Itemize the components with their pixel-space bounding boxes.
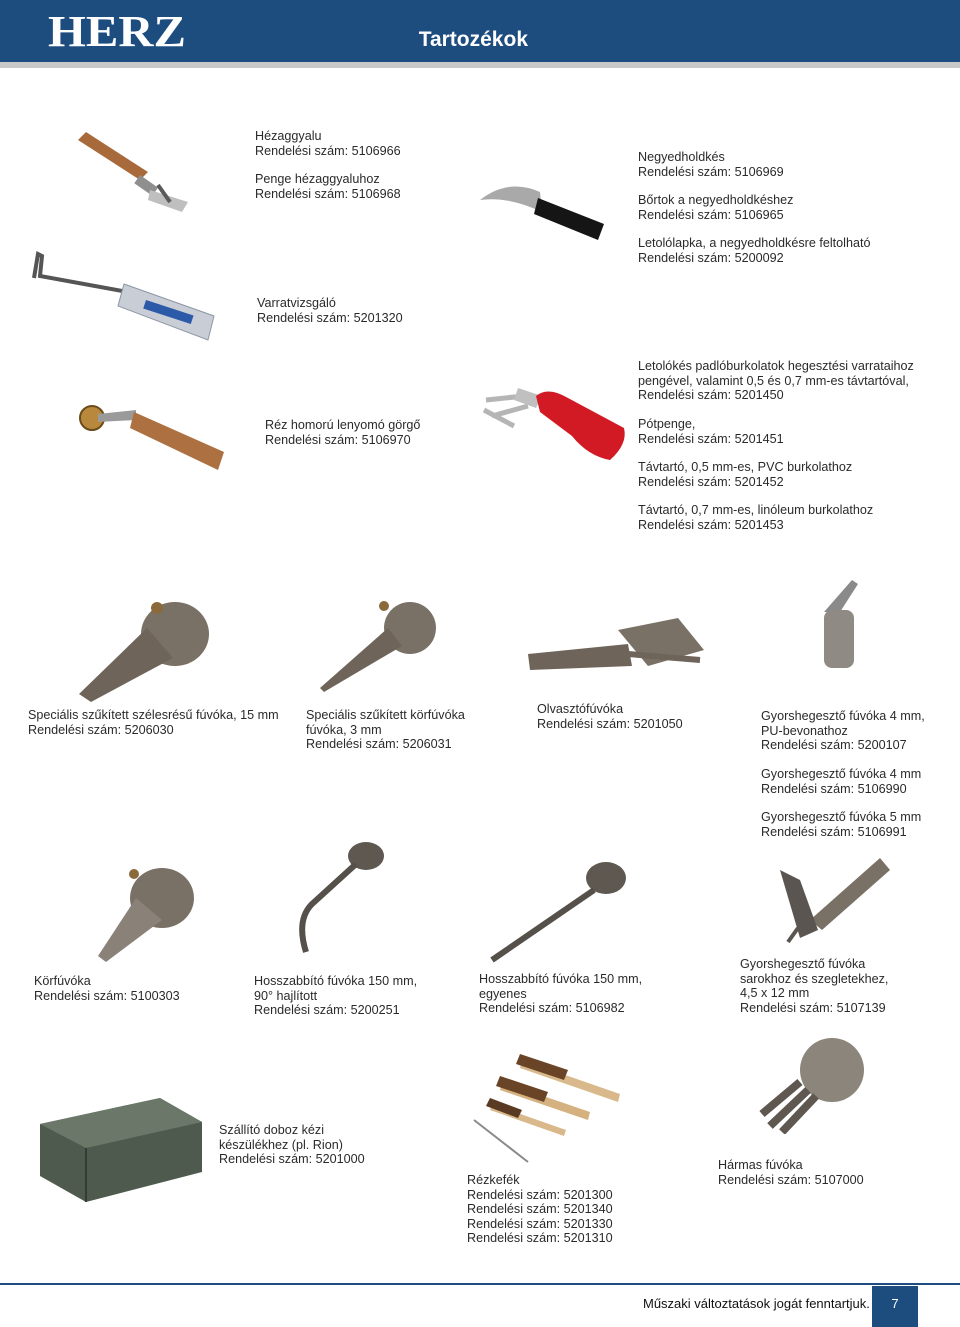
hosszabbito-90-order: Rendelési szám: 5200251 [254,1003,400,1018]
olvasztofuvoka-image [528,610,708,672]
tavtarto-05-text [638,460,852,489]
varratvizsgalo-order: Rendelési szám: 5201320 [257,310,403,325]
szelesresu-fuvoka-text [28,708,279,737]
hezaggyalu-image [70,130,195,215]
harmas-fuvoka-text [718,1158,864,1187]
tavtarto-05-name: Távtartó, 0,5 mm-es, PVC burkolathoz [638,460,853,474]
gyors-sarok-line-2: sarokhoz és szegletekhez, [740,971,889,986]
gyors-sarok-text [740,957,888,1015]
page-number: 7 [872,1286,918,1327]
korfuvoka-order: Rendelési szám: 5100303 [34,988,180,1003]
letololapka-name: Letolólapka, a negyedholdkésre feltolható [638,236,871,250]
gyors-4mm-name: Gyorshegesztő fúvóka 4 mm [761,767,922,781]
hezaggyalu-order: Rendelési szám: 5106966 [255,143,401,158]
hezaggyalu-text [255,129,401,158]
hosszabbito-egyenes-line-1: Hosszabbító fúvóka 150 mm, [479,972,643,986]
letolokes-line-2: pengével, valamint 0,5 és 0,7 mm-es távtartóval, [638,373,909,388]
szallito-doboz-line-1: Szállító doboz kézi [219,1123,325,1137]
gyors-sarok-line-3: 4,5 x 12 mm [740,986,810,1001]
gyors-4mm-text [761,767,921,796]
rezkefek-name: Rézkefék [467,1173,520,1187]
tavtarto-07-name: Távtartó, 0,7 mm-es, linóleum burkolathoz [638,503,874,517]
hosszabbito-egyenes-image [486,856,632,964]
gyors-4mm-order: Rendelési szám: 5106990 [761,781,907,796]
gyors-5mm-order: Rendelési szám: 5106991 [761,824,907,839]
korfuvoka-image [92,862,202,968]
hezaggyalu-name: Hézaggyalu [255,129,322,143]
korfuvoka-3mm-line-1: Speciális szűkített körfúvóka [306,708,465,722]
szallito-doboz-image [36,1094,206,1204]
hosszabbito-90-line-1: Hosszabbító fúvóka 150 mm, [254,974,418,988]
gyors-pu-image [818,578,868,670]
szelesresu-fuvoka-order: Rendelési szám: 5206030 [28,722,174,737]
rezkefek-text [467,1173,613,1246]
gyors-5mm-text [761,810,921,839]
gyors-sarok-line-1: Gyorshegesztő fúvóka [740,957,866,971]
harmas-fuvoka-name: Hármas fúvóka [718,1158,803,1172]
harmas-fuvoka-image [756,1034,868,1134]
tavtarto-07-text [638,503,873,532]
gyors-sarok-order: Rendelési szám: 5107139 [740,1000,886,1015]
rezkefek-order-1: Rendelési szám: 5201300 [467,1187,613,1202]
bortok-name: Bőrtok a negyedholdkéshez [638,193,794,207]
olvasztofuvoka-order: Rendelési szám: 5201050 [537,716,683,731]
page-title: Tartozékok [418,28,528,51]
rezkefek-order-4: Rendelési szám: 5201310 [467,1231,613,1246]
szallito-doboz-line-2: készülékhez (pl. Rion) [219,1137,343,1152]
header-divider [0,62,960,68]
olvasztofuvoka-text [537,702,683,731]
hosszabbito-egyenes-line-2: egyenes [479,986,527,1001]
negyedholdkes-order: Rendelési szám: 5106969 [638,164,784,179]
letololapka-order: Rendelési szám: 5200092 [638,250,784,265]
szelesresu-fuvoka-image [75,598,215,704]
varratvizsgalo-name: Varratvizsgáló [257,296,336,310]
gyors-pu-line-2: PU-bevonathoz [761,723,848,738]
penge-name: Penge hézaggyaluhoz [255,172,380,186]
hosszabbito-90-line-2: 90° hajlított [254,988,318,1003]
rezkefek-image [470,1050,630,1168]
korfuvoka-3mm-line-2: fúvóka, 3 mm [306,722,382,737]
korfuvoka-3mm-text [306,708,465,752]
letolokes-order: Rendelési szám: 5201450 [638,388,784,403]
negyedholdkes-image [478,178,608,244]
korfuvoka-3mm-order: Rendelési szám: 5206031 [306,737,452,752]
letolokes-line-1: Letolókés padlóburkolatok hegesztési varrataihoz [638,359,914,373]
gyors-pu-order: Rendelési szám: 5200107 [761,738,907,753]
bortok-text [638,193,793,222]
letololapka-text [638,236,870,265]
szallito-doboz-order: Rendelési szám: 5201000 [219,1152,365,1167]
negyedholdkes-text [638,150,784,179]
rez-gorgo-name: Réz homorú lenyomó görgő [265,418,421,432]
tavtarto-07-order: Rendelési szám: 5201453 [638,517,784,532]
korfuvoka-text [34,974,180,1003]
hosszabbito-egyenes-order: Rendelési szám: 5106982 [479,1001,625,1016]
szelesresu-fuvoka-name: Speciális szűkített szélesrésű fúvóka, 15 mm [28,708,279,722]
korfuvoka-name: Körfúvóka [34,974,91,988]
korfuvoka-3mm-image [318,598,438,694]
herz-logo [48,10,188,50]
rez-gorgo-text [265,418,420,447]
page-header [0,0,960,62]
rez-gorgo-image [78,400,228,472]
footer-note: Műszaki változtatások jogát fenntartjuk. [643,1296,870,1311]
potpenge-order: Rendelési szám: 5201451 [638,431,784,446]
footer-divider [0,1283,960,1285]
rez-gorgo-order: Rendelési szám: 5106970 [265,432,411,447]
szallito-doboz-text [219,1123,365,1167]
letolokes-text [638,359,914,403]
olvasztofuvoka-name: Olvasztófúvóka [537,702,624,716]
varratvizsgalo-image [28,248,220,344]
rezkefek-order-2: Rendelési szám: 5201340 [467,1202,613,1217]
penge-order: Rendelési szám: 5106968 [255,186,401,201]
gyors-pu-line-1: Gyorshegesztő fúvóka 4 mm, [761,709,925,723]
penge-hezaggyaluhoz-text [255,172,401,201]
potpenge-name: Pótpenge, [638,417,696,431]
potpenge-text [638,417,784,446]
rezkefek-order-3: Rendelési szám: 5201330 [467,1216,613,1231]
bortok-order: Rendelési szám: 5106965 [638,207,784,222]
hosszabbito-egyenes-text [479,972,642,1016]
gyors-pu-text [761,709,925,753]
logo-text: HERZ [48,10,186,50]
negyedholdkes-name: Negyedholdkés [638,150,725,164]
hosszabbito-90-text [254,974,417,1018]
hosszabbito-90-image [290,840,390,960]
gyors-5mm-name: Gyorshegesztő fúvóka 5 mm [761,810,922,824]
gyors-sarok-image [770,850,892,944]
varratvizsgalo-text [257,296,403,325]
letolokes-image [478,376,628,462]
harmas-fuvoka-order: Rendelési szám: 5107000 [718,1172,864,1187]
tavtarto-05-order: Rendelési szám: 5201452 [638,474,784,489]
